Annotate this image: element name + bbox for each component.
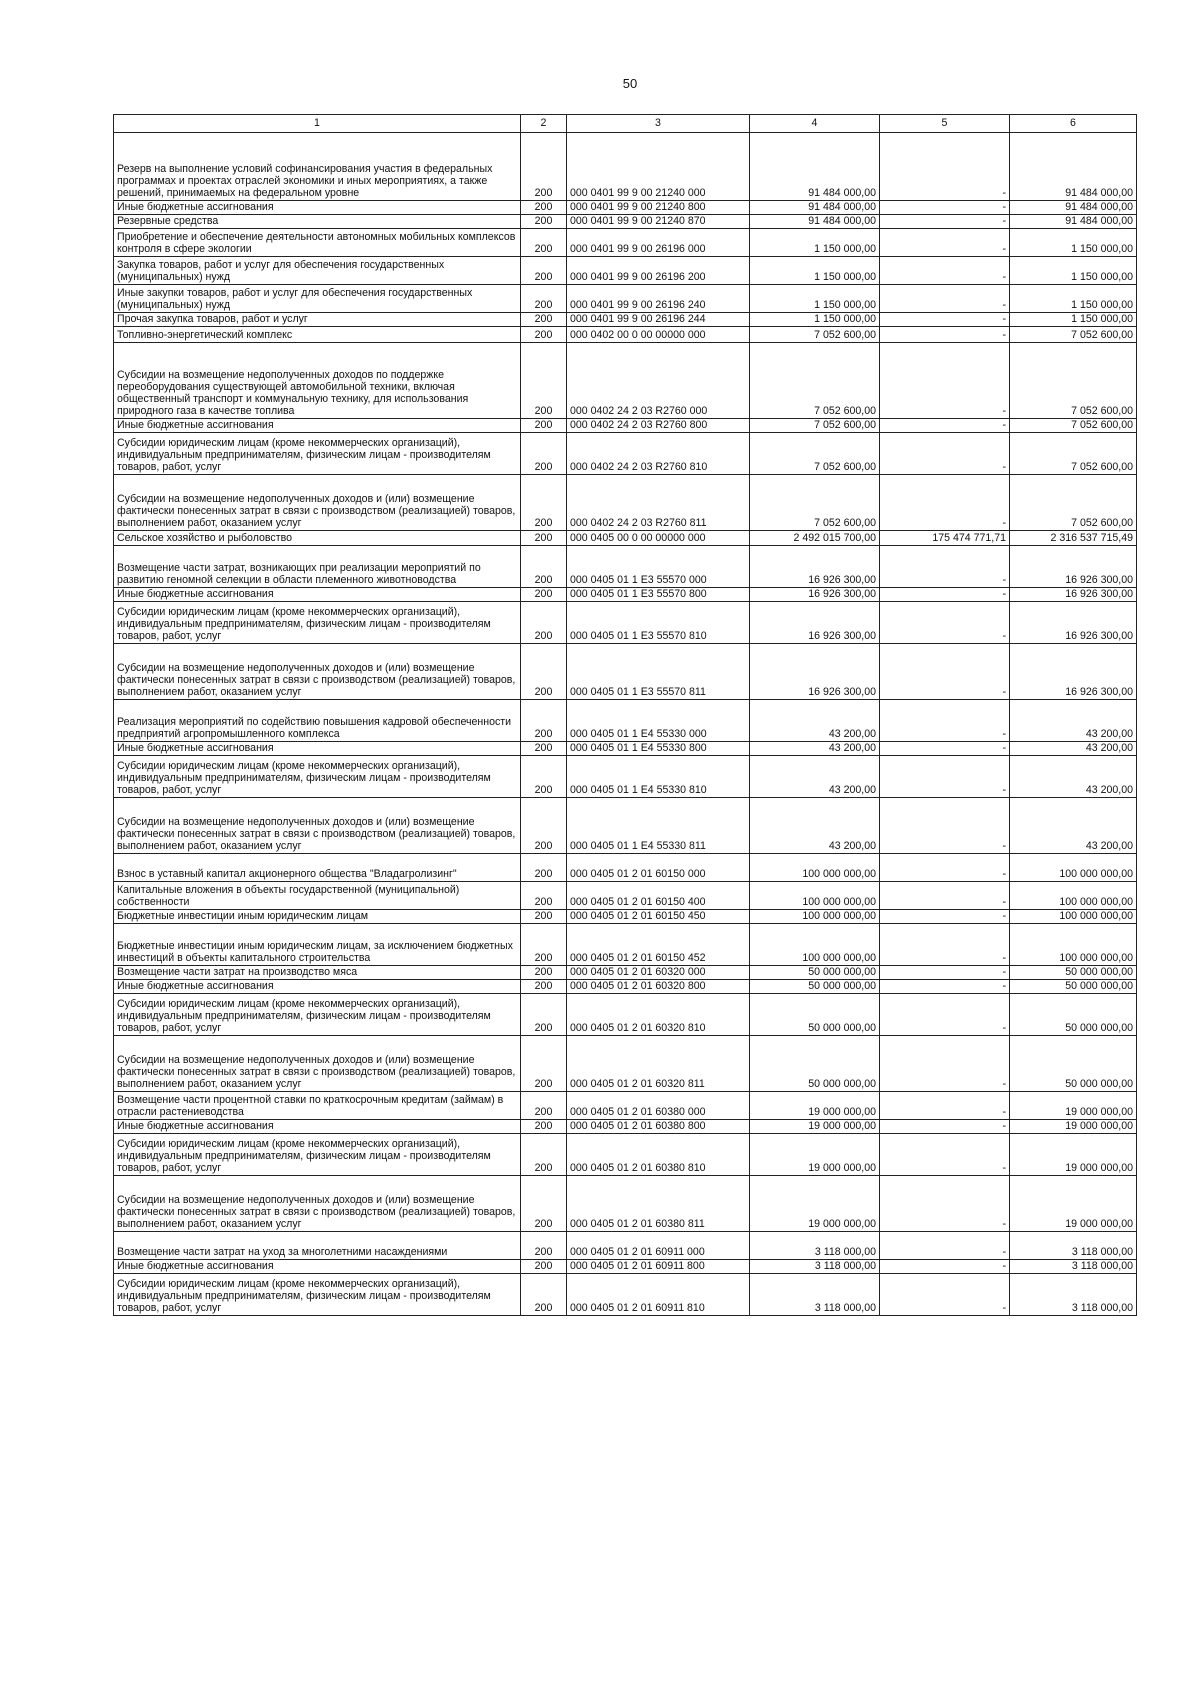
row-planned-amount: 1 150 000,00 — [750, 229, 880, 257]
row-change-amount: - — [880, 756, 1010, 798]
table-row — [114, 215, 1137, 229]
row-admin-code: 200 — [521, 1260, 567, 1274]
row-planned-amount: 19 000 000,00 — [750, 1176, 880, 1232]
row-name: Иные бюджетные ассигнования — [114, 1260, 521, 1274]
row-planned-amount: 50 000 000,00 — [750, 994, 880, 1036]
row-classification-code: 000 0405 01 2 01 60150 400 — [567, 882, 750, 910]
row-change-amount: - — [880, 1232, 1010, 1260]
table-row — [114, 201, 1137, 215]
row-planned-amount: 91 484 000,00 — [750, 215, 880, 229]
row-total-amount: 7 052 600,00 — [1010, 343, 1137, 419]
table-row — [114, 229, 1137, 257]
row-name: Субсидии юридическим лицам (кроме некоммерческих организаций), индивидуальным предпринимателям, физическим лицам - производителям товаров, работ, услуг — [114, 756, 521, 798]
row-total-amount: 3 118 000,00 — [1010, 1232, 1137, 1260]
row-change-amount: - — [880, 994, 1010, 1036]
row-classification-code: 000 0405 01 1 E4 55330 000 — [567, 700, 750, 742]
row-total-amount: 43 200,00 — [1010, 756, 1137, 798]
row-admin-code: 200 — [521, 475, 567, 531]
row-admin-code: 200 — [521, 133, 567, 201]
row-admin-code: 200 — [521, 1120, 567, 1134]
budget-table — [113, 114, 1137, 1316]
table-row — [114, 546, 1137, 588]
row-planned-amount: 91 484 000,00 — [750, 133, 880, 201]
row-classification-code: 000 0405 01 2 01 60320 800 — [567, 980, 750, 994]
row-admin-code: 200 — [521, 215, 567, 229]
table-row — [114, 285, 1137, 313]
row-classification-code: 000 0401 99 9 00 21240 870 — [567, 215, 750, 229]
row-planned-amount: 7 052 600,00 — [750, 433, 880, 475]
row-total-amount: 7 052 600,00 — [1010, 419, 1137, 433]
row-name: Топливно-энергетический комплекс — [114, 327, 521, 343]
row-planned-amount: 7 052 600,00 — [750, 419, 880, 433]
row-total-amount: 91 484 000,00 — [1010, 215, 1137, 229]
table-body — [114, 133, 1137, 1316]
row-classification-code: 000 0401 99 9 00 26196 244 — [567, 313, 750, 327]
table-row — [114, 994, 1137, 1036]
row-name: Иные бюджетные ассигнования — [114, 1120, 521, 1134]
row-admin-code: 200 — [521, 419, 567, 433]
row-classification-code: 000 0402 24 2 03 R2760 800 — [567, 419, 750, 433]
row-admin-code: 200 — [521, 742, 567, 756]
row-admin-code: 200 — [521, 257, 567, 285]
row-classification-code: 000 0405 01 1 E4 55330 800 — [567, 742, 750, 756]
row-admin-code: 200 — [521, 756, 567, 798]
row-total-amount: 16 926 300,00 — [1010, 546, 1137, 588]
table-row — [114, 882, 1137, 910]
row-admin-code: 200 — [521, 700, 567, 742]
row-classification-code: 000 0401 99 9 00 26196 000 — [567, 229, 750, 257]
table-row — [114, 475, 1137, 531]
row-name: Бюджетные инвестиции иным юридическим лицам, за исключением бюджетных инвестиций в объекты капитального строительства — [114, 924, 521, 966]
table-row — [114, 602, 1137, 644]
table-row — [114, 1232, 1137, 1260]
table-row — [114, 700, 1137, 742]
table-row — [114, 1092, 1137, 1120]
row-admin-code: 200 — [521, 343, 567, 419]
table-row — [114, 1176, 1137, 1232]
row-classification-code: 000 0405 01 2 01 60911 810 — [567, 1274, 750, 1316]
row-classification-code: 000 0405 01 2 01 60911 800 — [567, 1260, 750, 1274]
table-row — [114, 910, 1137, 924]
row-change-amount: - — [880, 546, 1010, 588]
row-change-amount: - — [880, 1274, 1010, 1316]
row-name: Прочая закупка товаров, работ и услуг — [114, 313, 521, 327]
table-row — [114, 133, 1137, 201]
row-classification-code: 000 0401 99 9 00 21240 800 — [567, 201, 750, 215]
row-admin-code: 200 — [521, 924, 567, 966]
row-total-amount: 7 052 600,00 — [1010, 327, 1137, 343]
row-planned-amount: 16 926 300,00 — [750, 588, 880, 602]
row-admin-code: 200 — [521, 313, 567, 327]
row-planned-amount: 16 926 300,00 — [750, 602, 880, 644]
table-row — [114, 1134, 1137, 1176]
row-total-amount: 2 316 537 715,49 — [1010, 531, 1137, 546]
row-planned-amount: 1 150 000,00 — [750, 313, 880, 327]
row-change-amount: - — [880, 201, 1010, 215]
row-total-amount: 16 926 300,00 — [1010, 602, 1137, 644]
row-classification-code: 000 0405 00 0 00 00000 000 — [567, 531, 750, 546]
row-name: Капитальные вложения в объекты государственной (муниципальной) собственности — [114, 882, 521, 910]
row-change-amount: - — [880, 215, 1010, 229]
row-total-amount: 7 052 600,00 — [1010, 475, 1137, 531]
row-total-amount: 19 000 000,00 — [1010, 1134, 1137, 1176]
row-total-amount: 91 484 000,00 — [1010, 201, 1137, 215]
row-planned-amount: 7 052 600,00 — [750, 343, 880, 419]
row-admin-code: 200 — [521, 285, 567, 313]
row-change-amount: - — [880, 798, 1010, 854]
row-name: Возмещение части затрат на производство мяса — [114, 966, 521, 980]
row-change-amount: - — [880, 644, 1010, 700]
row-name: Резерв на выполнение условий софинансирования участия в федеральных программах и проектах отраслей экономики и иных мероприятиях, а также решений, принимаемых на федеральном уровне — [114, 133, 521, 201]
row-admin-code: 200 — [521, 966, 567, 980]
row-name: Субсидии на возмещение недополученных доходов и (или) возмещение фактически понесенных затрат в связи с производством (реализацией) товаров, выполнением работ, оказанием услуг — [114, 475, 521, 531]
row-total-amount: 100 000 000,00 — [1010, 924, 1137, 966]
row-planned-amount: 43 200,00 — [750, 700, 880, 742]
row-total-amount: 19 000 000,00 — [1010, 1092, 1137, 1120]
row-admin-code: 200 — [521, 1176, 567, 1232]
row-change-amount: - — [880, 1260, 1010, 1274]
row-name: Иные бюджетные ассигнования — [114, 588, 521, 602]
header-col-2: 2 — [521, 115, 567, 133]
row-classification-code: 000 0405 01 1 E4 55330 811 — [567, 798, 750, 854]
row-total-amount: 91 484 000,00 — [1010, 133, 1137, 201]
row-admin-code: 200 — [521, 994, 567, 1036]
row-planned-amount: 100 000 000,00 — [750, 854, 880, 882]
row-admin-code: 200 — [521, 1134, 567, 1176]
table-row — [114, 1274, 1137, 1316]
row-admin-code: 200 — [521, 882, 567, 910]
row-name: Субсидии на возмещение недополученных доходов и (или) возмещение фактически понесенных затрат в связи с производством (реализацией) товаров, выполнением работ, оказанием услуг — [114, 1176, 521, 1232]
table-row — [114, 980, 1137, 994]
row-admin-code: 200 — [521, 980, 567, 994]
row-classification-code: 000 0405 01 2 01 60320 000 — [567, 966, 750, 980]
row-change-amount: - — [880, 1036, 1010, 1092]
row-total-amount: 43 200,00 — [1010, 742, 1137, 756]
row-admin-code: 200 — [521, 602, 567, 644]
row-classification-code: 000 0405 01 2 01 60380 800 — [567, 1120, 750, 1134]
row-classification-code: 000 0402 00 0 00 00000 000 — [567, 327, 750, 343]
row-admin-code: 200 — [521, 1274, 567, 1316]
row-total-amount: 100 000 000,00 — [1010, 882, 1137, 910]
row-planned-amount: 16 926 300,00 — [750, 546, 880, 588]
row-change-amount: - — [880, 980, 1010, 994]
row-classification-code: 000 0405 01 2 01 60150 000 — [567, 854, 750, 882]
table-row — [114, 798, 1137, 854]
row-classification-code: 000 0401 99 9 00 26196 240 — [567, 285, 750, 313]
row-planned-amount: 100 000 000,00 — [750, 924, 880, 966]
row-classification-code: 000 0402 24 2 03 R2760 810 — [567, 433, 750, 475]
row-classification-code: 000 0405 01 1 E3 55570 000 — [567, 546, 750, 588]
row-change-amount: - — [880, 910, 1010, 924]
row-name: Закупка товаров, работ и услуг для обеспечения государственных (муниципальных) нужд — [114, 257, 521, 285]
row-total-amount: 16 926 300,00 — [1010, 644, 1137, 700]
row-name: Возмещение части затрат на уход за многолетними насаждениями — [114, 1232, 521, 1260]
table-row — [114, 1120, 1137, 1134]
table-row — [114, 924, 1137, 966]
row-name: Субсидии юридическим лицам (кроме некоммерческих организаций), индивидуальным предпринимателям, физическим лицам - производителям товаров, работ, услуг — [114, 994, 521, 1036]
row-planned-amount: 1 150 000,00 — [750, 285, 880, 313]
row-change-amount: - — [880, 1092, 1010, 1120]
row-classification-code: 000 0405 01 2 01 60380 811 — [567, 1176, 750, 1232]
row-total-amount: 1 150 000,00 — [1010, 313, 1137, 327]
row-classification-code: 000 0405 01 2 01 60911 000 — [567, 1232, 750, 1260]
row-classification-code: 000 0405 01 1 E4 55330 810 — [567, 756, 750, 798]
row-classification-code: 000 0405 01 2 01 60320 810 — [567, 994, 750, 1036]
row-planned-amount: 43 200,00 — [750, 742, 880, 756]
table-row — [114, 854, 1137, 882]
row-change-amount: - — [880, 229, 1010, 257]
row-total-amount: 19 000 000,00 — [1010, 1176, 1137, 1232]
row-classification-code: 000 0401 99 9 00 21240 000 — [567, 133, 750, 201]
header-col-4: 4 — [750, 115, 880, 133]
row-name: Субсидии юридическим лицам (кроме некоммерческих организаций), индивидуальным предпринимателям, физическим лицам - производителям товаров, работ, услуг — [114, 1274, 521, 1316]
table-row — [114, 433, 1137, 475]
row-admin-code: 200 — [521, 798, 567, 854]
row-name: Субсидии на возмещение недополученных доходов по поддержке переоборудования существующей автомобильной техники, включая общественный транспорт и коммунальную технику, для использования природного газа в качестве топлива — [114, 343, 521, 419]
row-name: Субсидии юридическим лицам (кроме некоммерческих организаций), индивидуальным предпринимателям, физическим лицам - производителям товаров, работ, услуг — [114, 1134, 521, 1176]
row-classification-code: 000 0405 01 1 E3 55570 810 — [567, 602, 750, 644]
row-name: Бюджетные инвестиции иным юридическим лицам — [114, 910, 521, 924]
row-admin-code: 200 — [521, 854, 567, 882]
row-admin-code: 200 — [521, 1232, 567, 1260]
row-change-amount: - — [880, 285, 1010, 313]
row-name: Субсидии на возмещение недополученных доходов и (или) возмещение фактически понесенных затрат в связи с производством (реализацией) товаров, выполнением работ, оказанием услуг — [114, 644, 521, 700]
row-total-amount: 50 000 000,00 — [1010, 994, 1137, 1036]
row-change-amount: - — [880, 133, 1010, 201]
row-change-amount: - — [880, 433, 1010, 475]
row-total-amount: 19 000 000,00 — [1010, 1120, 1137, 1134]
header-col-6: 6 — [1010, 115, 1137, 133]
table-row — [114, 644, 1137, 700]
table-row — [114, 966, 1137, 980]
table-row — [114, 327, 1137, 343]
row-name: Иные бюджетные ассигнования — [114, 201, 521, 215]
row-change-amount: - — [880, 966, 1010, 980]
row-change-amount: - — [880, 854, 1010, 882]
row-name: Иные бюджетные ассигнования — [114, 742, 521, 756]
row-planned-amount: 100 000 000,00 — [750, 910, 880, 924]
row-name: Субсидии юридическим лицам (кроме некоммерческих организаций), индивидуальным предпринимателям, физическим лицам - производителям товаров, работ, услуг — [114, 433, 521, 475]
row-planned-amount: 43 200,00 — [750, 798, 880, 854]
table-row — [114, 419, 1137, 433]
row-planned-amount: 3 118 000,00 — [750, 1260, 880, 1274]
row-change-amount: - — [880, 257, 1010, 285]
row-planned-amount: 2 492 015 700,00 — [750, 531, 880, 546]
row-classification-code: 000 0405 01 2 01 60150 452 — [567, 924, 750, 966]
row-total-amount: 50 000 000,00 — [1010, 980, 1137, 994]
row-planned-amount: 100 000 000,00 — [750, 882, 880, 910]
row-classification-code: 000 0405 01 1 E3 55570 811 — [567, 644, 750, 700]
row-classification-code: 000 0405 01 2 01 60150 450 — [567, 910, 750, 924]
row-name: Субсидии на возмещение недополученных доходов и (или) возмещение фактически понесенных затрат в связи с производством (реализацией) товаров, выполнением работ, оказанием услуг — [114, 1036, 521, 1092]
table-row — [114, 257, 1137, 285]
row-planned-amount: 16 926 300,00 — [750, 644, 880, 700]
row-planned-amount: 19 000 000,00 — [750, 1092, 880, 1120]
row-total-amount: 3 118 000,00 — [1010, 1274, 1137, 1316]
page-number: 50 — [622, 76, 638, 91]
row-admin-code: 200 — [521, 531, 567, 546]
row-total-amount: 1 150 000,00 — [1010, 257, 1137, 285]
row-total-amount: 16 926 300,00 — [1010, 588, 1137, 602]
row-name: Возмещение части процентной ставки по краткосрочным кредитам (займам) в отрасли растениеводства — [114, 1092, 521, 1120]
row-change-amount: - — [880, 588, 1010, 602]
row-name: Иные бюджетные ассигнования — [114, 419, 521, 433]
row-name: Сельское хозяйство и рыболовство — [114, 531, 521, 546]
row-change-amount: - — [880, 313, 1010, 327]
row-total-amount: 1 150 000,00 — [1010, 285, 1137, 313]
row-admin-code: 200 — [521, 588, 567, 602]
table-row — [114, 1036, 1137, 1092]
row-planned-amount: 3 118 000,00 — [750, 1274, 880, 1316]
row-admin-code: 200 — [521, 910, 567, 924]
row-name: Реализация мероприятий по содействию повышения кадровой обеспеченности предприятий агропромышленного комплекса — [114, 700, 521, 742]
row-change-amount: - — [880, 475, 1010, 531]
table-row — [114, 756, 1137, 798]
row-admin-code: 200 — [521, 1036, 567, 1092]
row-planned-amount: 7 052 600,00 — [750, 475, 880, 531]
header-col-3: 3 — [567, 115, 750, 133]
row-change-amount: - — [880, 419, 1010, 433]
row-classification-code: 000 0402 24 2 03 R2760 811 — [567, 475, 750, 531]
row-classification-code: 000 0405 01 2 01 60380 810 — [567, 1134, 750, 1176]
header-col-5: 5 — [880, 115, 1010, 133]
row-total-amount: 43 200,00 — [1010, 700, 1137, 742]
row-planned-amount: 43 200,00 — [750, 756, 880, 798]
row-admin-code: 200 — [521, 546, 567, 588]
row-classification-code: 000 0405 01 2 01 60320 811 — [567, 1036, 750, 1092]
row-admin-code: 200 — [521, 327, 567, 343]
row-change-amount: - — [880, 1120, 1010, 1134]
row-planned-amount: 1 150 000,00 — [750, 257, 880, 285]
row-name: Субсидии на возмещение недополученных доходов и (или) возмещение фактически понесенных затрат в связи с производством (реализацией) товаров, выполнением работ, оказанием услуг — [114, 798, 521, 854]
row-total-amount: 50 000 000,00 — [1010, 1036, 1137, 1092]
row-name: Приобретение и обеспечение деятельности автономных мобильных комплексов контроля в сфере экологии — [114, 229, 521, 257]
row-classification-code: 000 0401 99 9 00 26196 200 — [567, 257, 750, 285]
row-name: Возмещение части затрат, возникающих при реализации мероприятий по развитию геномной селекции в области племенного животноводства — [114, 546, 521, 588]
row-total-amount: 3 118 000,00 — [1010, 1260, 1137, 1274]
table-row — [114, 1260, 1137, 1274]
table-row — [114, 588, 1137, 602]
row-name: Иные закупки товаров, работ и услуг для обеспечения государственных (муниципальных) нужд — [114, 285, 521, 313]
row-classification-code: 000 0405 01 2 01 60380 000 — [567, 1092, 750, 1120]
row-change-amount: - — [880, 343, 1010, 419]
row-admin-code: 200 — [521, 433, 567, 475]
row-admin-code: 200 — [521, 644, 567, 700]
header-col-1: 1 — [114, 115, 521, 133]
row-name: Взнос в уставный капитал акционерного общества "Владагролизинг" — [114, 854, 521, 882]
row-change-amount: - — [880, 602, 1010, 644]
row-admin-code: 200 — [521, 229, 567, 257]
row-planned-amount: 19 000 000,00 — [750, 1134, 880, 1176]
table-row — [114, 742, 1137, 756]
row-planned-amount: 7 052 600,00 — [750, 327, 880, 343]
row-change-amount: - — [880, 327, 1010, 343]
row-change-amount: - — [880, 742, 1010, 756]
row-admin-code: 200 — [521, 1092, 567, 1120]
row-total-amount: 43 200,00 — [1010, 798, 1137, 854]
row-total-amount: 1 150 000,00 — [1010, 229, 1137, 257]
table-row — [114, 313, 1137, 327]
row-total-amount: 50 000 000,00 — [1010, 966, 1137, 980]
row-classification-code: 000 0402 24 2 03 R2760 000 — [567, 343, 750, 419]
row-change-amount: - — [880, 1176, 1010, 1232]
row-total-amount: 7 052 600,00 — [1010, 433, 1137, 475]
row-total-amount: 100 000 000,00 — [1010, 854, 1137, 882]
row-classification-code: 000 0405 01 1 E3 55570 800 — [567, 588, 750, 602]
row-planned-amount: 3 118 000,00 — [750, 1232, 880, 1260]
row-change-amount: - — [880, 924, 1010, 966]
row-planned-amount: 50 000 000,00 — [750, 966, 880, 980]
row-admin-code: 200 — [521, 201, 567, 215]
row-change-amount: - — [880, 1134, 1010, 1176]
row-change-amount: - — [880, 882, 1010, 910]
table-row — [114, 531, 1137, 546]
row-name: Иные бюджетные ассигнования — [114, 980, 521, 994]
row-planned-amount: 19 000 000,00 — [750, 1120, 880, 1134]
row-planned-amount: 91 484 000,00 — [750, 201, 880, 215]
row-name: Резервные средства — [114, 215, 521, 229]
row-name: Субсидии юридическим лицам (кроме некоммерческих организаций), индивидуальным предпринимателям, физическим лицам - производителям товаров, работ, услуг — [114, 602, 521, 644]
row-change-amount: 175 474 771,71 — [880, 531, 1010, 546]
table-row — [114, 343, 1137, 419]
row-planned-amount: 50 000 000,00 — [750, 1036, 880, 1092]
row-change-amount: - — [880, 700, 1010, 742]
row-total-amount: 100 000 000,00 — [1010, 910, 1137, 924]
header-row — [114, 115, 1137, 133]
row-planned-amount: 50 000 000,00 — [750, 980, 880, 994]
